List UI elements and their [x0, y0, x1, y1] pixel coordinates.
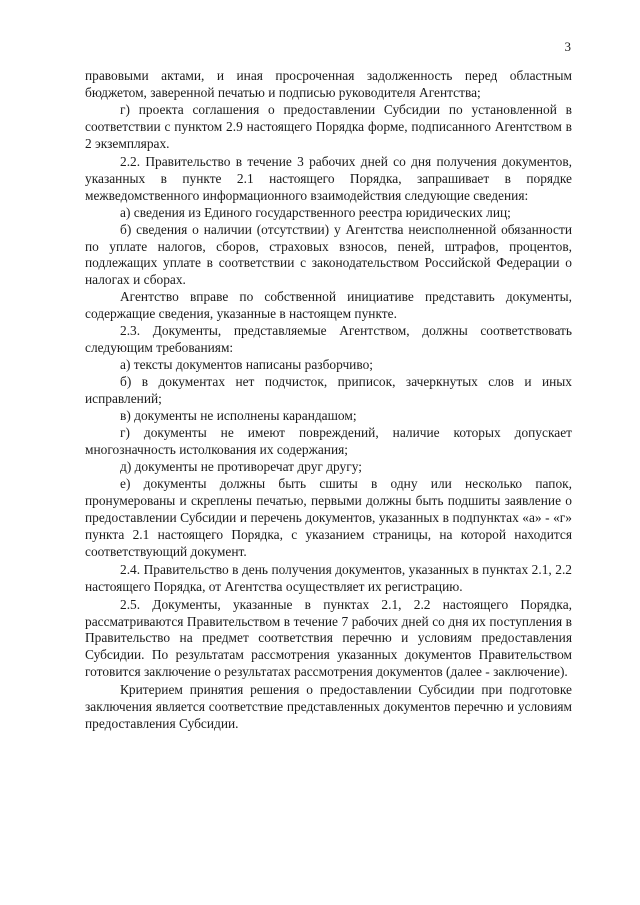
document-body [85, 68, 572, 733]
paragraph-2-3: 2.3. Документы, представляемые Агентством, должны соответствовать следующим требованиям: [85, 323, 572, 356]
paragraph-2-3-d: д) документы не противоречат друг другу; [120, 458, 362, 474]
paragraph-2-2: 2.2. Правительство в течение 3 рабочих дней со дня получения документов, указанных в пункте 2.1 настоящего Порядка, запрашивает в порядке межведомственного информационного взаимодействия следующие сведения: [85, 153, 572, 203]
paragraph-2-2-a: а) сведения из Единого государственного реестра юридических лиц; [120, 204, 511, 220]
paragraph-continuation: правовыми актами, и иная просроченная задолженность перед областным бюджетом, заверенной печатью и подписью руководителя Агентства; [85, 68, 572, 100]
paragraph-2-4: 2.4. Правительство в день получения документов, указанных в пунктах 2.1, 2.2 настоящего Порядка, от Агентства осуществляет их регистрацию. [85, 561, 572, 594]
paragraph-2-2-b: б) сведения о наличии (отсутствии) у Агентства неисполненной обязанности по уплате налогов, сборов, страховых взносов, пеней, штрафов, процентов, подлежащих уплате в соответствии с законодательством Российской Федерации о налогах и сборах. [85, 221, 572, 288]
paragraph-2-2-initiative: Агентство вправе по собственной инициативе представить документы, содержащие сведения, указанные в настоящем пункте. [85, 289, 572, 322]
paragraph-criterion: Критерием принятия решения о предоставлении Субсидии при подготовке заключения является соответствие представленных документов перечню и условиям предоставления Субсидии. [85, 682, 572, 732]
paragraph-2-3-a: а) тексты документов написаны разборчиво; [120, 357, 373, 373]
page-number: 3 [564, 39, 571, 54]
paragraph-2-3-v: в) документы не исполнены карандашом; [120, 408, 357, 424]
paragraph-2-3-g: г) документы не имеют повреждений, наличие которых допускает многозначность истолкования их содержания; [85, 425, 572, 457]
paragraph-2-3-e: е) документы должны быть сшиты в одну или несколько папок, пронумерованы и скреплены печатью, первыми должны быть подшиты заявление о предоставлении Субсидии и перечень документов, указанных в подпунктах «а» - «г» пункта 2.1 настоящего Порядка, с указанием страницы, на которой находится соответствующий документ. [85, 475, 572, 559]
paragraph-item-g-agreement: г) проекта соглашения о предоставлении Субсидии по установленной в соответствии с пунктом 2.9 настоящего Порядка форме, подписанного Агентством в 2 экземплярах. [85, 101, 572, 151]
paragraph-2-5: 2.5. Документы, указанные в пунктах 2.1, 2.2 настоящего Порядка, рассматриваются Правительством в течение 7 рабочих дней со дня их поступления в Правительство на предмет соответствия перечню и условиям предоставления Субсидии. По результатам рассмотрения указанных документов Правительством готовится заключение о результатах рассмотрения документов (далее - заключение). [85, 596, 572, 680]
paragraph-2-3-b: б) в документах нет подчисток, приписок, зачеркнутых слов и иных исправлений; [85, 374, 572, 407]
